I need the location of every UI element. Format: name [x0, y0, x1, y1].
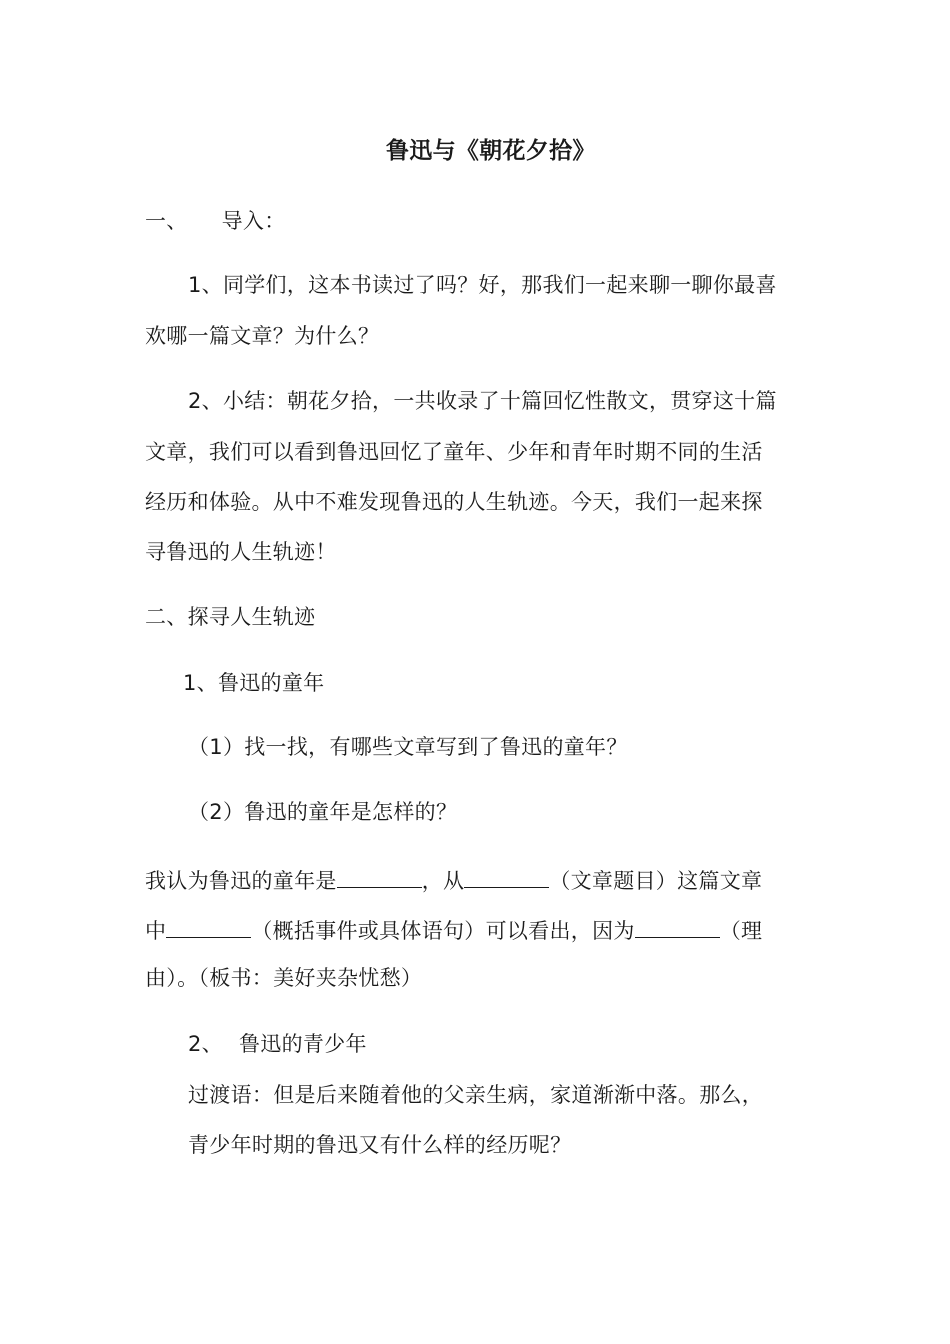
- question-2: （2）鲁迅的童年是怎样的？: [188, 800, 458, 824]
- blank-field[interactable]: [464, 868, 549, 888]
- paragraph-2-line-1: 2、小结：朝花夕拾，一共收录了十篇回忆性散文，贯穿这十篇: [188, 389, 777, 413]
- blank-field[interactable]: [166, 918, 251, 938]
- blank-field[interactable]: [635, 918, 720, 938]
- subsection-2-heading: 2、 鲁迅的青少年: [188, 1032, 367, 1056]
- fill-in-line-2: 中 （概括事件或具体语句）可以看出，因为 （理: [145, 919, 763, 943]
- paragraph-2-line-3: 经历和体验。从中不难发现鲁迅的人生轨迹。今天，我们一起来探: [145, 490, 763, 514]
- transition-line-1: 过渡语：但是后来随着他的父亲生病，家道渐渐中落。那么，: [188, 1083, 764, 1107]
- transition-line-2: 青少年时期的鲁迅又有什么样的经历呢？: [188, 1133, 572, 1157]
- section-one-heading: 一、 导入：: [145, 209, 286, 233]
- section-two-heading: 二、探寻人生轨迹: [145, 605, 316, 629]
- fill-in-line-1: 我认为鲁迅的童年是 ，从 （文章题目）这篇文章: [145, 869, 763, 893]
- document-title: 鲁迅与《朝花夕拾》: [386, 138, 596, 164]
- paragraph-2-line-2: 文章，我们可以看到鲁迅回忆了童年、少年和青年时期不同的生活: [145, 440, 763, 464]
- fill-in-line-3: 由）。（板书：美好夹杂忧愁）: [145, 966, 423, 990]
- blank-field[interactable]: [337, 868, 422, 888]
- paragraph-2-line-4: 寻鲁迅的人生轨迹！: [145, 540, 337, 564]
- subsection-1-heading: 1、鲁迅的童年: [183, 671, 325, 695]
- paragraph-1-line-2: 欢哪一篇文章？为什么？: [145, 324, 380, 348]
- question-1: （1）找一找，有哪些文章写到了鲁迅的童年？: [188, 735, 628, 759]
- paragraph-1-line-1: 1、同学们，这本书读过了吗？好，那我们一起来聊一聊你最喜: [188, 273, 777, 297]
